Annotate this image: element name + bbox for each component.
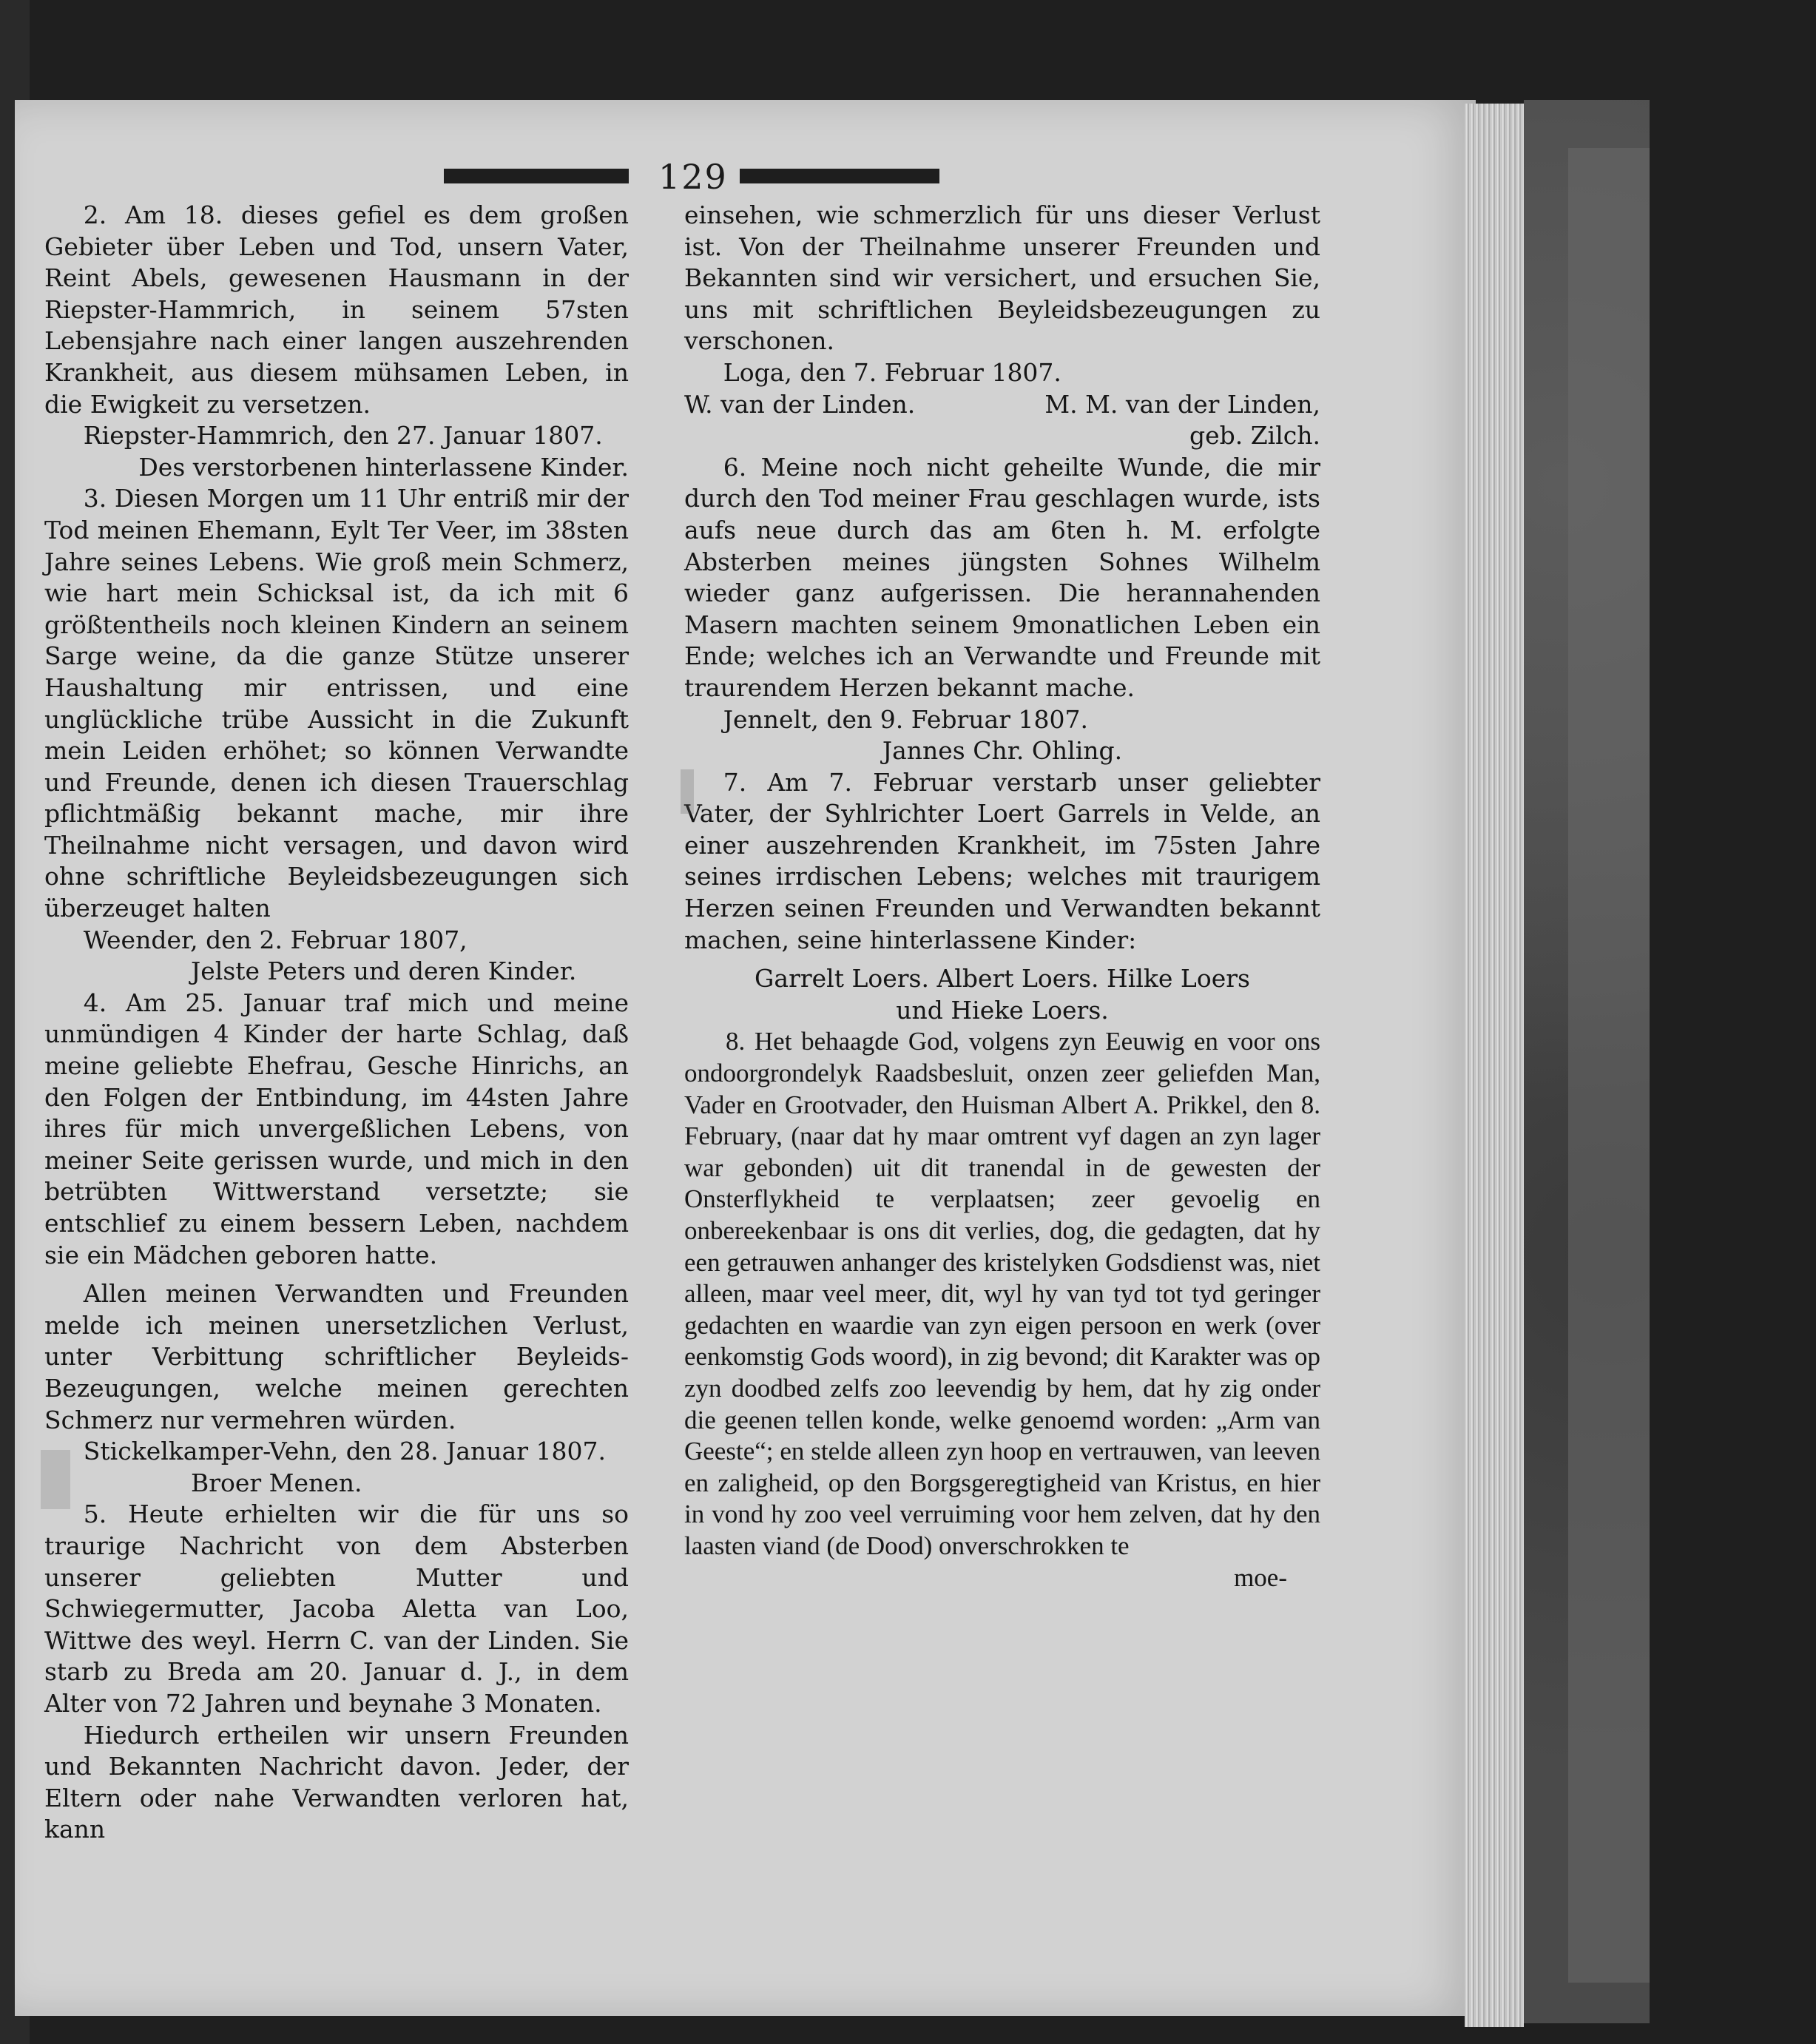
notice-5-place-date: Loga, den 7. Februar 1807. — [723, 357, 1061, 387]
page-edges — [1465, 104, 1524, 2027]
notice-3: 3. Diesen Morgen um 11 Uhr entriß mir der Tod meinen Ehemann, Eylt Ter Veer, im 38sten Jahre seines Lebens. Wie groß mein Schmerz, wie hart mein Schicksal ist, da ich mit 6 größtentheils noch kleinen Kindern an seinem Sarge weine, da die ganze Stütze unserer Haushaltung mir entrissen, und eine unglückliche trübe Aussicht in die Zukunft mein Leiden erhöhet; so können Verwandte und Freunde, denen ich diesen Trauerschlag pflichtmäßig bekannt mache, mir ihre Theilnahme nicht versagen, und davon wird ohne schriftliche Beyleidsbezeugungen sich überzeuget halten — [44, 484, 629, 923]
notice-5-signature-right: M. M. van der Linden, — [1044, 389, 1320, 419]
notice-4-signature: Broer Menen. — [191, 1468, 362, 1497]
notice-5-continued: Hiedurch ertheilen wir unsern Freunden und Bekannten Nachricht davon. Jeder, der Eltern oder nahe Verwandten verloren hat, kann — [44, 1720, 629, 1844]
notice-5-signature-right-line2: geb. Zilch. — [1189, 421, 1320, 451]
notice-6-signature: Jannes Chr. Ohling. — [882, 736, 1123, 766]
notice-2: 2. Am 18. dieses gefiel es dem großen Gebieter über Leben und Tod, unsern Vater, Reint Abels, gewesenen Hausmann in der Riepster-Hammrich, in seinem 57sten Lebensjahre nach einer langen auszehrenden Krankheit, aus diesem mühsamen Leben, in die Ewigkeit zu versetzen. — [44, 200, 629, 419]
header-rule-right — [740, 169, 939, 183]
pencil-mark — [41, 1450, 70, 1509]
right-column — [684, 200, 1320, 1593]
notice-2-place-date: Riepster-Hammrich, den 27. Januar 1807. — [83, 421, 603, 451]
notice-5-signatures — [684, 389, 1320, 421]
cover-strip — [1568, 148, 1650, 1983]
notice-7: 7. Am 7. Februar verstarb unser geliebter Vater, der Syhlrichter Loert Garrels in Velde, an einer auszehrenden Krankheit, im 75sten Jahre seines irrdischen Lebens; welches mit traurigem Herzen seinen Freunden und Verwandten bekannt machen, seine hinterlassene Kinder: — [684, 767, 1320, 954]
notice-6-place-date: Jennelt, den 9. Februar 1807. — [723, 704, 1088, 734]
notice-5-signature-left: W. van der Linden. — [684, 389, 916, 419]
notice-5-conclusion: einsehen, wie schmerzlich für uns dieser Verlust ist. Von der Theilnahme unserer Freunden und Bekannten sind wir versichert, und ersuchen Sie, uns mit schriftlichen Beyleidsbezeugungen zu verschonen. — [684, 200, 1320, 356]
notice-4-continued: Allen meinen Verwandten und Freunden melde ich meinen unersetzlichen Verlust, unter Verbittung schriftlicher Beyleids-Bezeugungen, welche meinen gerechten Schmerz nur vermehren würden. — [44, 1279, 629, 1434]
catchword: moe- — [1234, 1562, 1287, 1592]
ink-smudge — [681, 769, 694, 814]
notice-2-signature: Des verstorbenen hinterlassene Kinder. — [138, 452, 629, 482]
page-header — [444, 157, 939, 201]
header-rule-left — [444, 169, 629, 183]
notice-3-place-date: Weender, den 2. Februar 1807, — [83, 925, 467, 954]
notice-4: 4. Am 25. Januar traf mich und meine unmündigen 4 Kinder der harte Schlag, daß meine geliebte Ehefrau, Gesche Hinrichs, an den Folgen der Entbindung, im 44sten Jahre ihres für mich unvergeßlichen Lebens, von meiner Seite gerissen wurde, und mich in den betrübten Wittwerstand versetzte; sie entschlief zu einem bessern Leben, nachdem sie ein Mädchen geboren hatte. — [44, 988, 629, 1269]
notice-4-place-date: Stickelkamper-Vehn, den 28. Januar 1807. — [83, 1437, 606, 1466]
left-column — [44, 200, 629, 1846]
notice-7-signature-line2: und Hieke Loers. — [896, 995, 1109, 1025]
notice-6: 6. Meine noch nicht geheilte Wunde, die mir durch den Tod meiner Frau geschlagen wurde, ists aufs neue durch das am 6ten h. M. erfolgte Absterben meines jüngsten Sohnes Wilhelm wieder ganz aufgerissen. Die herannahenden Masern machten seinem 9monatlichen Leben ein Ende; welches ich an Verwandte und Freunde mit traurendem Herzen bekannt mache. — [684, 452, 1320, 702]
page-number: 129 — [658, 157, 728, 197]
notice-7-signature: Garrelt Loers. Albert Loers. Hilke Loers — [755, 964, 1250, 994]
notice-5: 5. Heute erhielten wir die für uns so traurige Nachricht von dem Absterben unserer geliebten Mutter und Schwiegermutter, Jacoba Aletta van Loo, Wittwe des weyl. Herrn C. van der Linden. Sie starb zu Breda am 20. Januar d. J., in dem Alter von 72 Jahren und beynahe 3 Monaten. — [44, 1500, 629, 1718]
notice-8: 8. Het behaagde God, volgens zyn Eeuwig en voor ons ondoorgrondelyk Raadsbesluit, onzen zeer geliefden Man, Vader en Grootvader, den Huisman Albert A. Prikkel, den 8. February, (naar dat hy maar omtrent vyf dagen an zyn lager war gebonden) uit dit tranendal in de gewesten der Onsterflykheid te verplaatsen; zeer gevoelig en onbereekenbaar is ons dit verlies, dog, die gedagten, dat hy een getrauwen anhanger des kristelyken Godsdienst was, niet alleen, maar veel meer, dit, wyl hy van tyd tot tyd geringer gedachten en waardie van zyn eigen persoon en werk (over eenkomstig Gods woord), in zig bevond; dit Karakter was op zyn doodbed zelfs zoo leevendig by hem, dat hy zig onder die geenen tellen konde, welke genoemd worden: „Arm van Geeste“; en stelde alleen zyn hoop en vertrauwen, van leeven en zaligheid, op den Borgsgeregtigheid van Kristus, en hier in vond hy zoo veel verruiming voor hem zelven, dat hy den laasten viand (de Dood) onverschrokken te — [684, 1027, 1320, 1560]
notice-3-signature: Jelste Peters und deren Kinder. — [191, 957, 577, 986]
